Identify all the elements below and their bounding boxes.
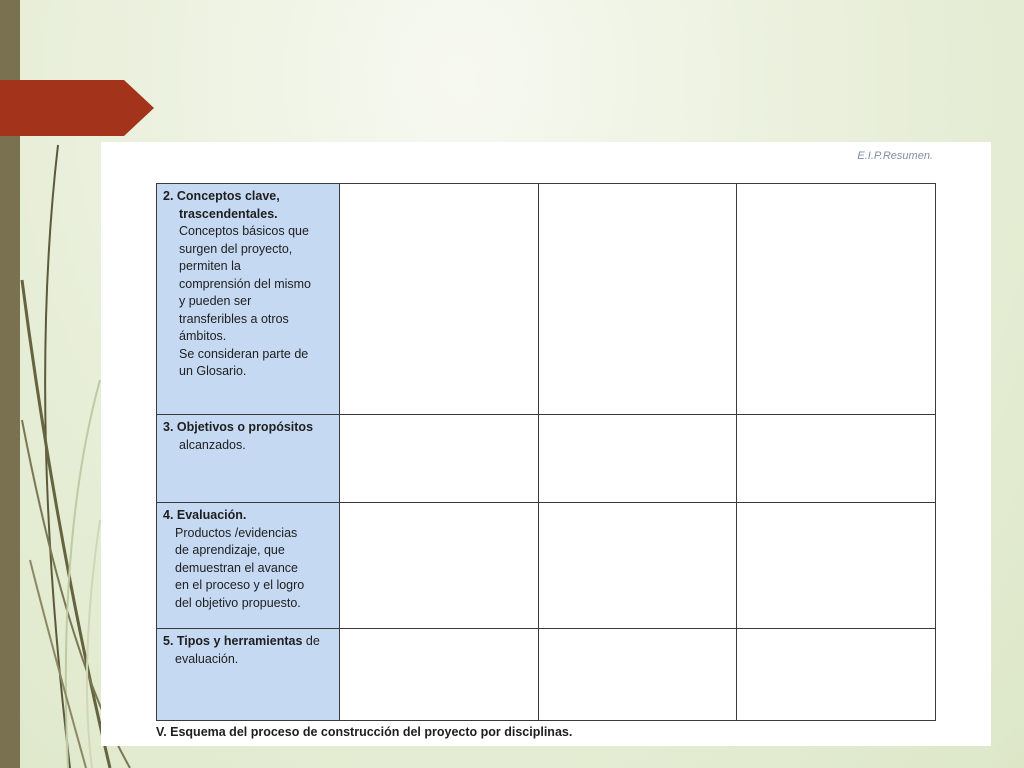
- row-title-rest: de: [302, 634, 320, 648]
- row-description-line: Productos /evidencias: [175, 525, 298, 540]
- document-header: E.I.P.Resumen.: [857, 150, 933, 162]
- row-description-line: un Glosario.: [179, 364, 247, 378]
- row-label-evaluation: [157, 503, 340, 629]
- row-title-bold: 5. Tipos y herramientas: [163, 634, 303, 648]
- row-description-line: comprensión del mismo: [179, 276, 311, 291]
- row-description-line: alcanzados.: [179, 437, 246, 452]
- section-heading: V. Esquema del proceso de construcción del proyecto por disciplinas.: [156, 725, 573, 739]
- row-label-objectives: [157, 415, 340, 503]
- table-cell[interactable]: [538, 629, 737, 721]
- table-cell[interactable]: [340, 415, 539, 503]
- table-row: [157, 629, 936, 721]
- row-title: [163, 633, 333, 651]
- summary-table: [156, 183, 936, 721]
- table-cell[interactable]: [340, 503, 539, 629]
- table-cell[interactable]: [737, 629, 936, 721]
- row-label-concepts: [157, 184, 340, 415]
- row-description-line: transferibles a otros: [179, 311, 289, 326]
- table-cell[interactable]: [340, 629, 539, 721]
- table-cell[interactable]: [340, 184, 539, 415]
- row-label-evaluation-tools: [157, 629, 340, 721]
- document-page: [101, 142, 991, 746]
- row-description-line: Conceptos básicos que: [179, 224, 309, 238]
- table-cell[interactable]: [737, 503, 936, 629]
- row-description-line: surgen del proyecto,: [179, 241, 293, 256]
- row-title: 2. Conceptos clave,: [163, 189, 280, 203]
- table-cell[interactable]: [538, 184, 737, 415]
- arrow-banner: [0, 80, 154, 136]
- row-description-line: y pueden ser: [179, 294, 252, 308]
- table-cell[interactable]: [737, 184, 936, 415]
- row-description-line: demuestran el avance: [175, 560, 298, 575]
- row-description-line: ámbitos.: [179, 329, 227, 343]
- row-description-line: evaluación.: [175, 651, 239, 666]
- row-title: 4. Evaluación.: [163, 508, 247, 522]
- row-description-line: Se consideran parte de: [179, 346, 309, 361]
- table-cell[interactable]: [538, 415, 737, 503]
- table-cell[interactable]: [538, 503, 737, 629]
- row-description-line: del objetivo propuesto.: [175, 595, 301, 610]
- table-row: [157, 415, 936, 503]
- row-description-line: de aprendizaje, que: [175, 543, 285, 557]
- table-row: [157, 503, 936, 629]
- row-description-line: permiten la: [179, 259, 241, 273]
- table-row: [157, 184, 936, 415]
- row-title-continued: trascendentales.: [179, 206, 278, 221]
- row-title: 3. Objetivos o propósitos: [163, 420, 314, 434]
- table-cell[interactable]: [737, 415, 936, 503]
- row-description-line: en el proceso y el logro: [175, 578, 305, 592]
